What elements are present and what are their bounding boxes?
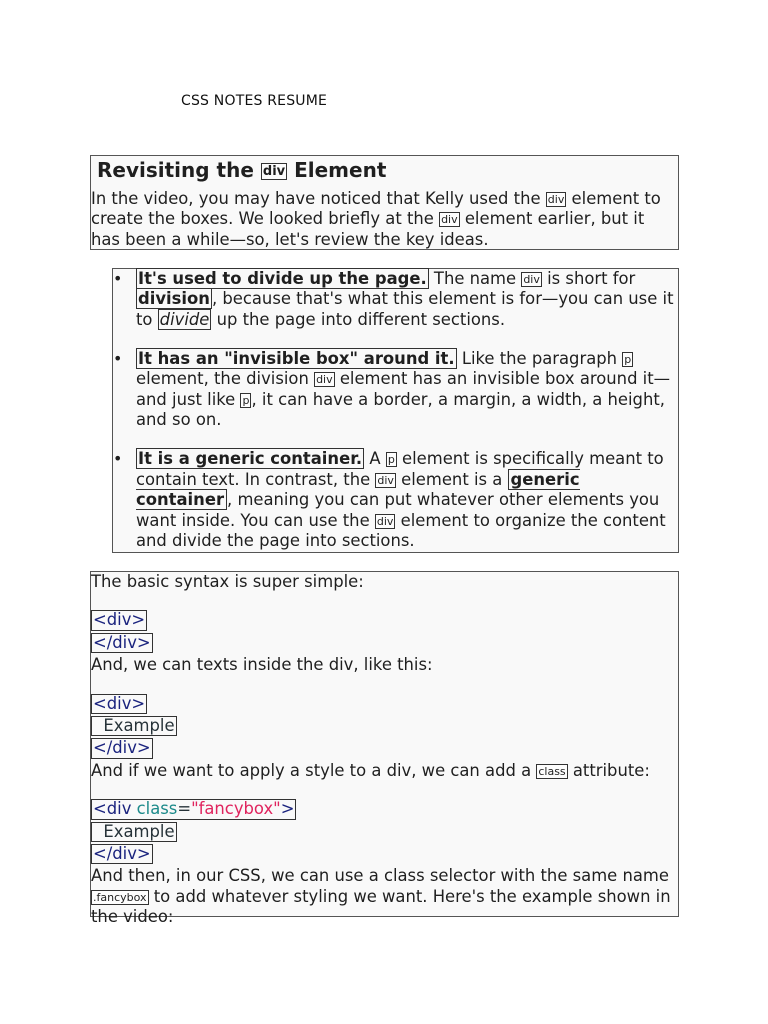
- code-line-open-tag: <div>: [93, 610, 146, 630]
- code-example-basic: [91, 610, 678, 655]
- code-token-tag: div: [106, 799, 132, 819]
- intro-text-c: element earlier, but it has been a while—so, let's review the key ideas.: [91, 209, 645, 249]
- code-line-content: Example: [93, 821, 175, 841]
- list-text: The name: [428, 269, 522, 288]
- code-example-with-text: [91, 694, 678, 761]
- code-token: <: [93, 799, 107, 819]
- code-line-open-tag: <div>: [93, 693, 146, 713]
- syntax-intro-paragraph: The basic syntax is super simple:: [91, 572, 364, 591]
- inline-code-div: div: [377, 473, 394, 487]
- list-text: up the page into different sections.: [211, 309, 506, 329]
- code-example-with-class: [91, 799, 678, 866]
- key-idea-title: It has an "invisible box" around it.: [138, 349, 455, 369]
- code-token-value: fancybox: [198, 799, 274, 819]
- list-text: element, the division: [136, 369, 315, 389]
- text-inside-paragraph: And, we can texts inside the div, like this:: [91, 655, 433, 675]
- heading-code-div: div: [262, 164, 286, 179]
- list-item: [113, 449, 678, 551]
- list-text: element to organize the content and divide the page into sections.: [136, 510, 666, 551]
- syntax-section: [90, 571, 679, 927]
- bullet-icon: •: [113, 449, 123, 469]
- list-text: , meaning you can put whatever other elements you want inside. You can use the: [136, 490, 660, 530]
- list-text: element is specifically meant to contain text. In contrast, the: [136, 449, 664, 489]
- inline-code-class: class: [538, 764, 566, 778]
- list-text: element has an invisible box around it—and just like: [136, 369, 671, 409]
- code-token: >: [280, 799, 295, 819]
- intro-section: [90, 155, 679, 250]
- list-text: , because that's what this element is for—you can use it to: [136, 289, 674, 329]
- heading-text-pre: Revisiting the: [97, 158, 261, 182]
- list-item: [113, 349, 678, 431]
- inline-code-div: div: [376, 514, 394, 528]
- code-line-content: Example: [93, 716, 175, 736]
- inline-code-div: div: [441, 213, 458, 227]
- heading-text-post: Element: [287, 158, 387, 182]
- emphasis-strong: generic container: [136, 469, 580, 510]
- class-selector-paragraph: [91, 866, 678, 927]
- code-token-attr: class: [136, 799, 178, 819]
- list-text: , it can have a border, a margin, a width, a height, and so on.: [136, 389, 665, 430]
- inline-code-p: p: [242, 393, 250, 407]
- inline-code-div: div: [523, 273, 540, 286]
- code-line-open-tag-with-class: [91, 799, 296, 819]
- list-text: element is a: [395, 469, 508, 489]
- inline-code-fancybox: .fancybox: [93, 890, 147, 904]
- code-line-close-tag: </div>: [93, 844, 151, 864]
- emphasis-strong: division: [138, 289, 210, 309]
- inline-code-p: p: [387, 453, 395, 467]
- list-text: A: [364, 449, 386, 469]
- paragraph-text: attribute:: [567, 760, 650, 780]
- paragraph-text: And then, in our CSS, we can use a class selector with the same name: [91, 866, 669, 886]
- list-text: Like the paragraph: [456, 349, 623, 369]
- code-token: ": [273, 799, 281, 819]
- paragraph-text: And if we want to apply a style to a div, we can add a: [91, 760, 537, 780]
- intro-text-b: element to create the boxes. We looked briefly at the: [91, 189, 661, 229]
- class-attribute-paragraph: [91, 761, 678, 781]
- code-token: ": [191, 799, 199, 819]
- inline-code-p: p: [624, 353, 632, 367]
- inline-code-div: div: [316, 373, 333, 387]
- section-heading: [97, 157, 678, 185]
- intro-text-a: In the video, you may have noticed that Kelly used the: [91, 189, 546, 208]
- key-ideas-list-box: [112, 268, 679, 553]
- key-ideas-list: [113, 269, 678, 551]
- code-line-close-tag: </div>: [93, 738, 151, 758]
- bullet-icon: •: [113, 269, 123, 288]
- inline-code-div: div: [547, 193, 565, 206]
- list-text: is short for: [541, 269, 636, 288]
- bullet-icon: •: [113, 349, 123, 369]
- code-token: =: [177, 799, 192, 819]
- emphasis-italic: divide: [159, 309, 210, 329]
- paragraph-text: to add whatever styling we want. Here's the example shown in the video:: [91, 886, 671, 927]
- key-idea-title: It's used to divide up the page.: [138, 269, 427, 288]
- intro-paragraph: [91, 189, 678, 250]
- list-item: [113, 269, 678, 330]
- key-idea-title: It is a generic container.: [138, 449, 363, 469]
- document-title: CSS NOTES RESUME: [181, 93, 328, 109]
- code-line-close-tag: </div>: [93, 632, 151, 652]
